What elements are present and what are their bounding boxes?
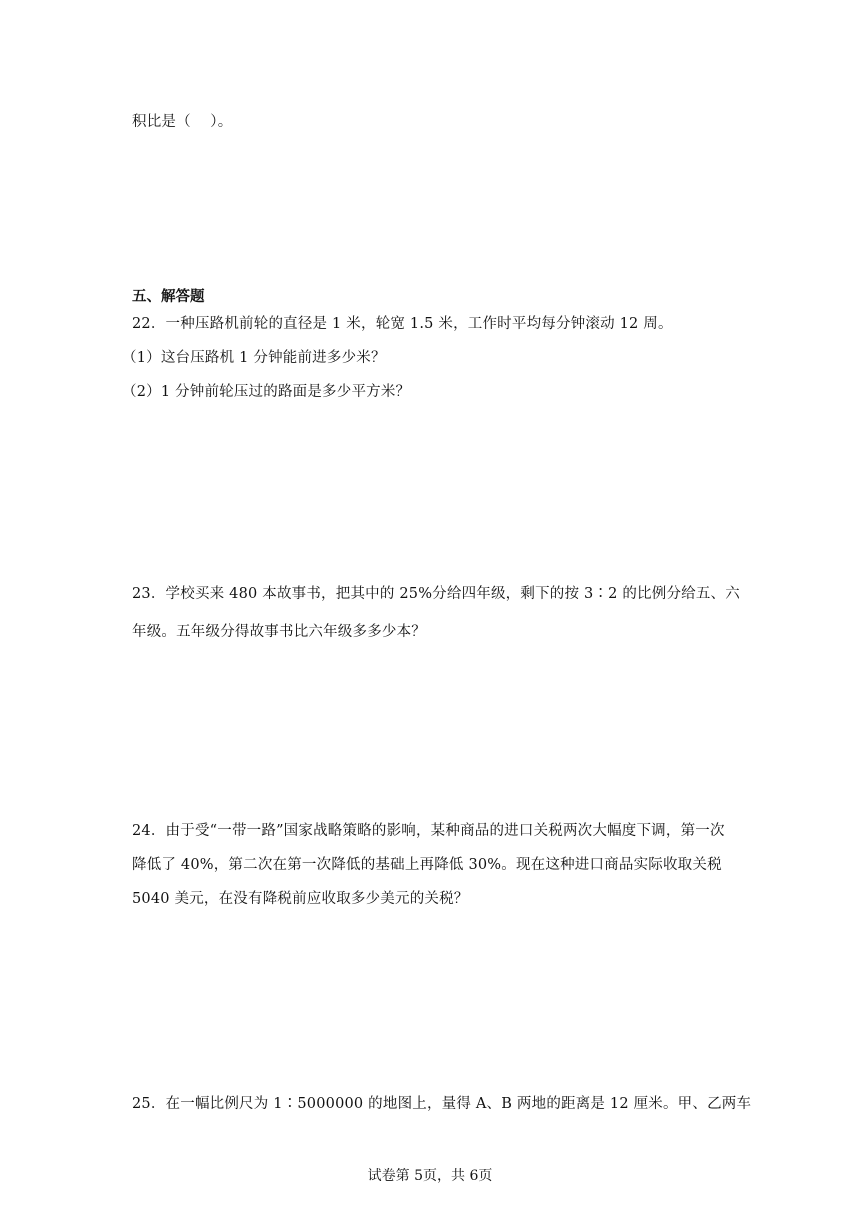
question-24-line-2: 降低了 40%，第二次在第一次降低的基础上再降低 30%。现在这种进口商品实际收取关税 [132,857,722,873]
page-footer: 试卷第 5页，共 6页 [367,1168,493,1184]
question-24-line-3: 5040 美元，在没有降税前应收取多少美元的关税？ [132,891,469,907]
question-21-fragment: 积比是（ ）。 [132,114,233,130]
question-25-line-1: 25．在一幅比例尺为 1∶5000000 的地图上，量得 A、B 两地的距离是 12 厘米。甲、乙两车 [132,1096,752,1112]
question-23-line-1: 23．学校买来 480 本故事书，把其中的 25%分给四年级，剩下的按 3∶2 的比例分给五、六 [132,586,740,602]
question-22-stem: 22．一种压路机前轮的直径是 1 米，轮宽 1.5 米，工作时平均每分钟滚动 12 周。 [132,316,673,332]
question-24-line-1: 24．由于受“一带一路”国家战略策略的影响，某种商品的进口关税两次大幅度下调，第一次 [132,823,725,839]
section-heading: 五、解答题 [132,289,205,305]
question-23-line-2: 年级。五年级分得故事书比六年级多多少本？ [132,624,426,640]
question-22-part-2: （2）1 分钟前轮压过的路面是多少平方米？ [122,384,411,400]
question-22-part-1: （1）这台压路机 1 分钟能前进多少米？ [122,350,386,366]
